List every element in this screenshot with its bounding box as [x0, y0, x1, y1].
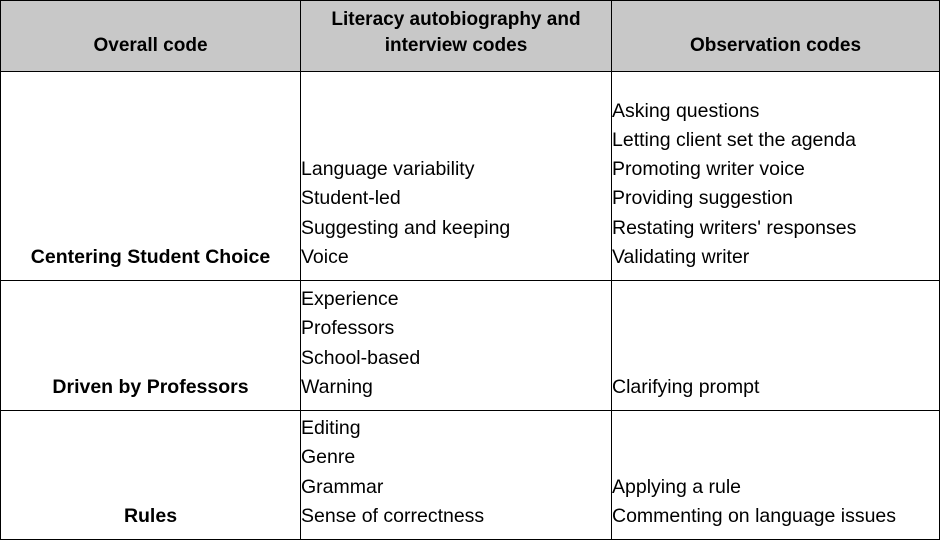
observation-code-item: Providing suggestion: [612, 187, 794, 210]
header-row: [1, 1, 940, 72]
observation-code-item: Restating writers' responses: [612, 216, 857, 239]
header-overall-code-label: Overall code: [93, 35, 208, 56]
observation-codes-cell: [612, 281, 940, 411]
header-observation-codes: [612, 1, 940, 72]
observation-code-item: Validating writer: [612, 245, 750, 268]
literacy-codes-cell: [301, 72, 612, 281]
literacy-code-item: Experience: [301, 288, 399, 311]
table-row: [1, 281, 940, 411]
observation-code-item: Applying a rule: [612, 475, 741, 498]
header-observation-codes-label: Observation codes: [689, 35, 862, 56]
literacy-code-item: Student-led: [301, 187, 401, 210]
observation-code-item: Promoting writer voice: [612, 158, 805, 181]
header-literacy-codes: [301, 1, 612, 72]
literacy-code-item: Voice: [301, 245, 349, 268]
table-row: [1, 72, 940, 281]
observation-code-item: Clarifying prompt: [612, 375, 760, 398]
literacy-code-item: Language variability: [301, 158, 475, 181]
overall-code-cell: [1, 281, 301, 411]
literacy-code-item: Suggesting and keeping: [301, 216, 511, 239]
overall-code-cell: [1, 411, 301, 540]
observation-code-item: Commenting on language issues: [612, 504, 897, 527]
header-overall-code: [1, 1, 301, 72]
literacy-code-item: Editing: [301, 417, 361, 440]
literacy-code-item: Genre: [301, 446, 356, 469]
observation-code-item: Asking questions: [612, 99, 760, 122]
literacy-code-item: Professors: [301, 317, 395, 340]
header-literacy-line1: Literacy autobiography: [331, 9, 542, 30]
literacy-code-item: School-based: [301, 346, 421, 369]
observation-code-item: Letting client set the agenda: [612, 128, 856, 151]
literacy-code-item: Sense of correctness: [301, 504, 485, 527]
table-row: [1, 411, 940, 540]
overall-code-label: Rules: [123, 504, 178, 527]
observation-codes-cell: [612, 411, 940, 540]
literacy-codes-cell: [301, 281, 612, 411]
observation-codes-cell: [612, 72, 940, 281]
literacy-code-item: Warning: [301, 375, 373, 398]
header-literacy-line2: and interview codes: [384, 9, 581, 56]
overall-code-label: Centering Student Choice: [30, 245, 271, 268]
overall-code-label: Driven by Professors: [52, 375, 249, 398]
literacy-code-item: Grammar: [301, 475, 384, 498]
overall-code-cell: [1, 72, 301, 281]
literacy-codes-cell: [301, 411, 612, 540]
